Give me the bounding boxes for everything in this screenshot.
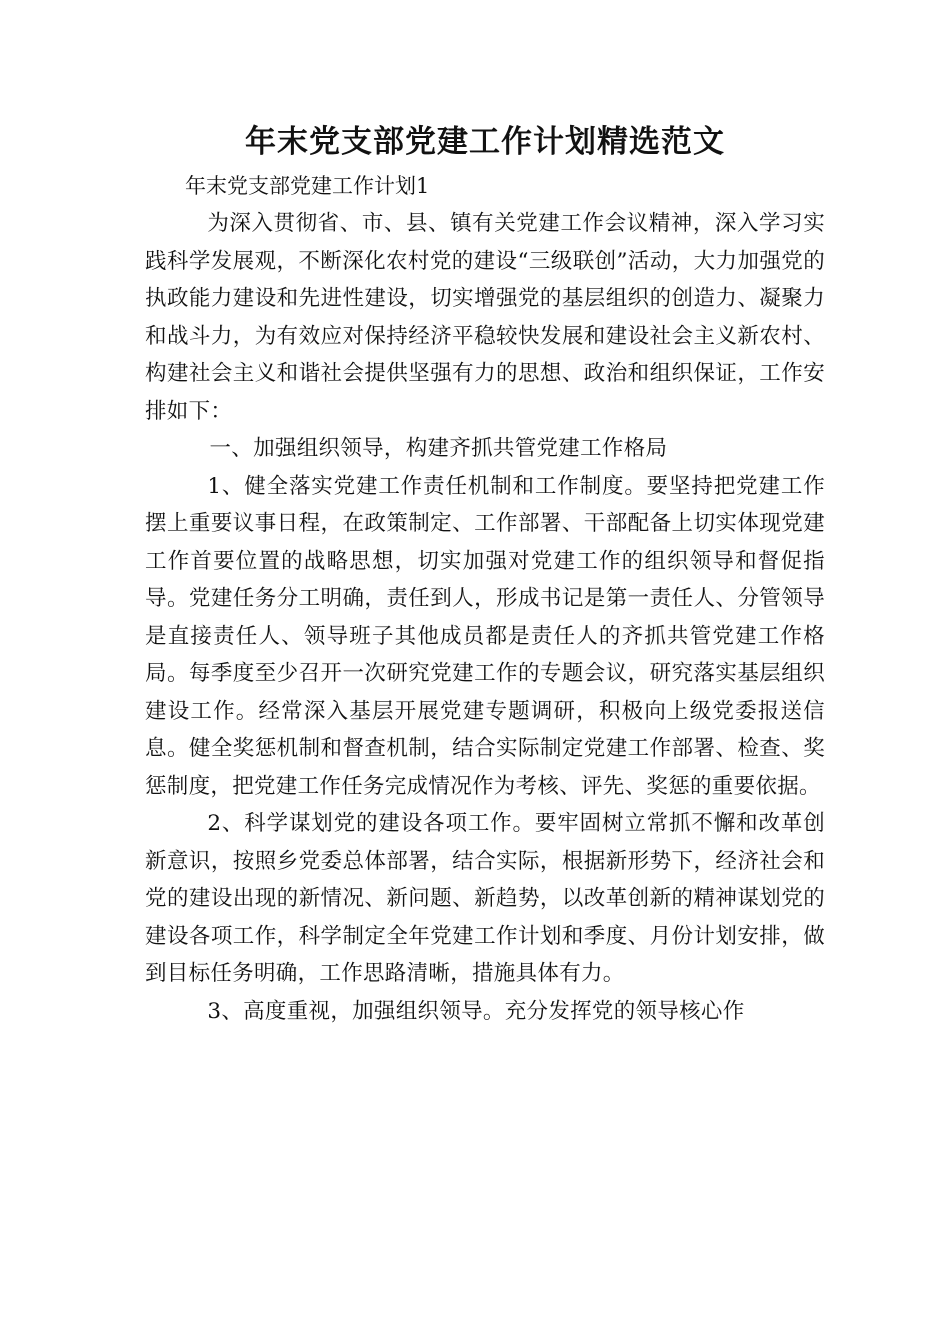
section-heading-1: 一、加强组织领导，构建齐抓共管党建工作格局 — [209, 436, 668, 461]
paragraph-item-3: 3、高度重视，加强组织领导。充分发挥党的领导核心作 — [207, 998, 745, 1024]
paragraph-item-2: 2、科学谋划党的建设各项工作。要牢固树立常抓不懈和改革创新意识，按照乡党委总体部署，结合实际，根据新形势下，经济社会和党的建设出现的新情况、新问题、新趋势，以改革创新的精神谋划党的建设各项工作，科学制定全年党建工作计划和季度、月份计划安排，做到目标任务明确，工作思路清晰，措施具体有力。 — [145, 811, 825, 986]
document-page — [145, 118, 825, 1030]
document-title: 年末党支部党建工作计划精选范文 — [245, 124, 725, 160]
paragraph-item-1: 1、健全落实党建工作责任机制和工作制度。要坚持把党建工作摆上重要议事日程，在政策制定、工作部署、干部配备上切实体现党建工作首要位置的战略思想，切实加强对党建工作的组织领导和督促指导。党建任务分工明确，责任到人，形成书记是第一责任人、分管领导是直接责任人、领导班子其他成员都是责任人的齐抓共管党建工作格局。每季度至少召开一次研究党建工作的专题会议，研究落实基层组织建设工作。经常深入基层开展党建专题调研，积极向上级党委报送信息。健全奖惩机制和督查机制，结合实际制定党建工作部署、检查、奖惩制度，把党建工作任务完成情况作为考核、评先、奖惩的重要依据。 — [145, 473, 825, 799]
paragraph-intro: 为深入贯彻省、市、县、镇有关党建工作会议精神，深入学习实践科学发展观，不断深化农村党的建设“三级联创”活动，大力加强党的执政能力建设和先进性建设，切实增强党的基层组织的创造力、凝聚力和战斗力，为有效应对保持经济平稳较快发展和建设社会主义新农村、构建社会主义和谐社会提供坚强有力的思想、政治和组织保证，工作安排如下： — [145, 211, 825, 424]
document-subtitle: 年末党支部党建工作计划1 — [185, 174, 430, 198]
